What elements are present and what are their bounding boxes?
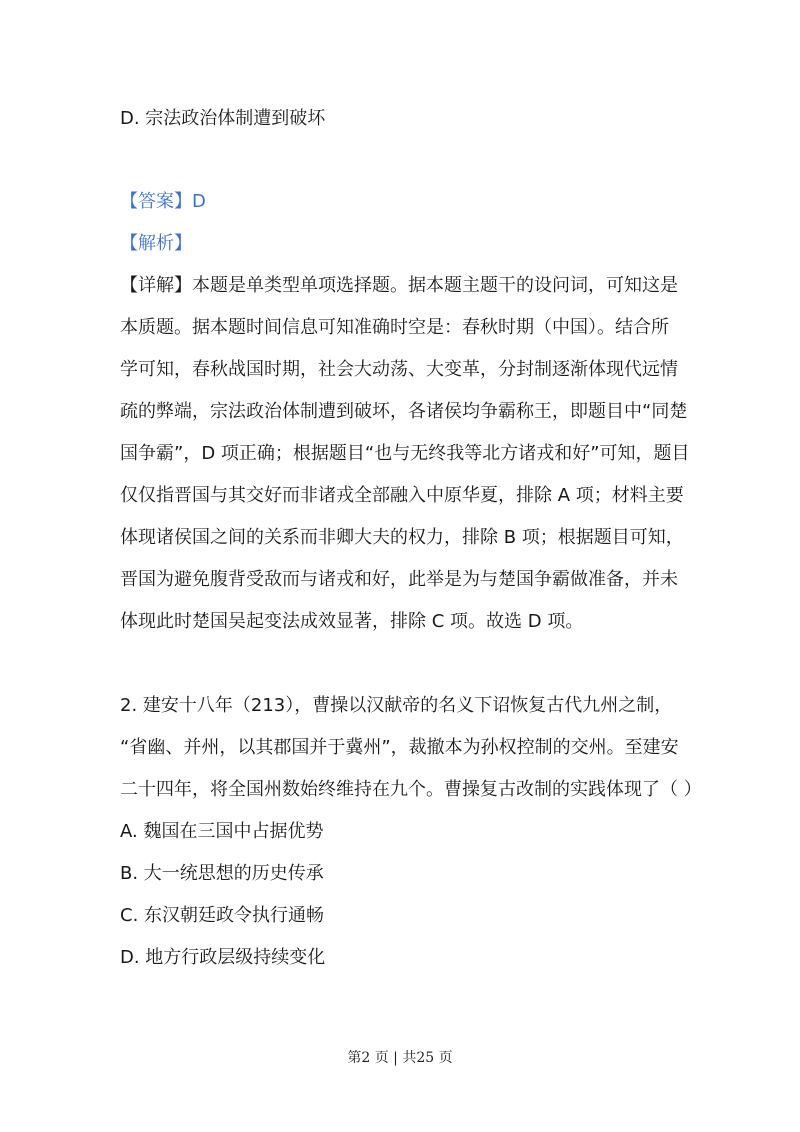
detail-line: 学可知，春秋战国时期，社会大动荡、大变革，分封制逐渐体现代远情: [120, 359, 678, 380]
detail-line: 国争霸”，D 项正确；根据题目“也与无终我等北方诸戎和好”可知，题目: [120, 443, 690, 464]
question2-option-a: A. 魏国在三国中占据优势: [120, 821, 324, 842]
question2-stem-line: “省幽、并州，以其郡国并于冀州”，裁撤本为孙权控制的交州。至建安: [120, 737, 679, 758]
answer-label: 【答案】D: [120, 191, 206, 212]
question2-option-c: C. 东汉朝廷政令执行通畅: [120, 905, 325, 926]
page-footer: 第2 页 | 共25 页: [347, 1050, 453, 1066]
detail-line: 体现此时楚国吴起变法成效显著，排除 C 项。故选 D 项。: [120, 611, 584, 632]
detail-line: 体现诸侯国之间的关系而非卿大夫的权力，排除 B 项；根据题目可知，: [120, 527, 684, 548]
question2-option-b: B. 大一统思想的历史传承: [120, 863, 324, 884]
detail-line: 本质题。据本题时间信息可知准确时空是：春秋时期（中国）。结合所: [120, 317, 669, 338]
question2-option-d: D. 地方行政层级持续变化: [120, 947, 326, 968]
detail-line: 仅仅指晋国与其交好而非诸戎全部融入中原华夏，排除 A 项；材料主要: [120, 485, 684, 506]
question2-stem-line: 二十四年，将全国州数始终维持在九个。曹操复古改制的实践体现了（ ）: [120, 779, 702, 800]
detail-line: 晋国为避免腹背受敌而与诸戎和好，此举是为与楚国争霸做准备，并未: [120, 569, 678, 590]
question2-stem-line: 2. 建安十八年（213），曹操以汉献帝的名义下诏恢复古代九州之制，: [120, 695, 673, 716]
analysis-title: 【解析】: [120, 233, 192, 254]
detail-line: 【详解】本题是单类型单项选择题。据本题主题干的设问词，可知这是: [120, 275, 678, 296]
detail-line: 疏的弊端，宗法政治体制遭到破坏，各诸侯均争霸称王，即题目中“同楚: [120, 401, 688, 422]
prev-option-d: D. 宗法政治体制遭到破坏: [120, 108, 326, 129]
